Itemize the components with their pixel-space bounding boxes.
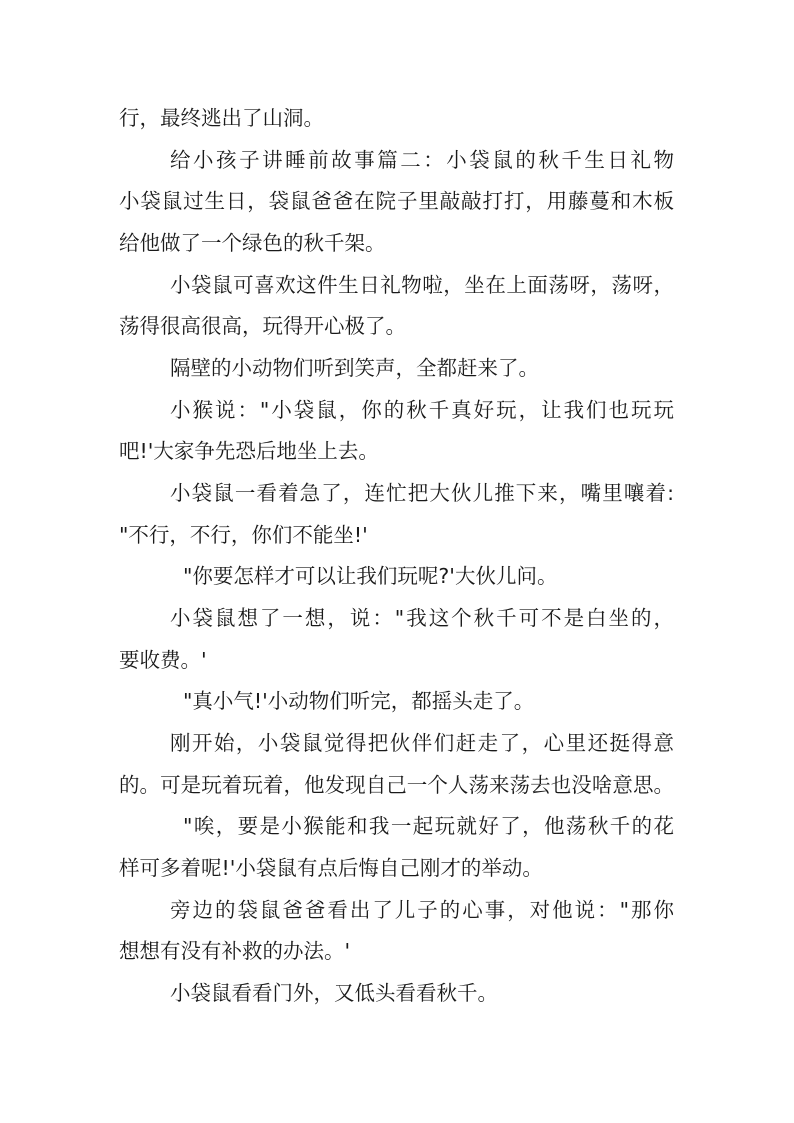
text-line-16: 刚开始，小袋鼠觉得把伙伴们赶走了，心里还挺得意 xyxy=(170,731,674,755)
text-line-15: "真小气!'小动物们听完，都摇头走了。 xyxy=(183,689,535,713)
text-line-10: 小袋鼠一看着急了，连忙把大伙儿推下来，嘴里嚷着: xyxy=(170,481,674,505)
text-line-4: 给他做了一个绿色的秋千架。 xyxy=(119,231,386,255)
text-line-21: 想想有没有补救的办法。' xyxy=(119,939,351,963)
text-line-11: "不行，不行，你们不能坐!' xyxy=(119,523,368,547)
text-line-5: 小袋鼠可喜欢这件生日礼物啦，坐在上面荡呀，荡呀， xyxy=(170,273,674,297)
text-line-1: 行，最终逃出了山洞。 xyxy=(119,106,324,130)
text-line-22: 小袋鼠看看门外，又低头看看秋千。 xyxy=(170,981,498,1005)
text-line-6: 荡得很高很高，玩得开心极了。 xyxy=(119,314,406,338)
story-title: 给小孩子讲睡前故事篇二：小袋鼠的秋千生日礼物 xyxy=(170,148,674,172)
text-line-12: "你要怎样才可以让我们玩呢?'大伙儿问。 xyxy=(183,564,558,588)
text-line-18: "唉，要是小猴能和我一起玩就好了，他荡秋千的花 xyxy=(183,814,674,838)
text-line-20: 旁边的袋鼠爸爸看出了儿子的心事，对他说："那你 xyxy=(170,898,674,922)
text-line-13: 小袋鼠想了一想，说："我这个秋千可不是白坐的， xyxy=(170,606,674,630)
text-line-7: 隔壁的小动物们听到笑声，全都赶来了。 xyxy=(170,356,539,380)
text-line-17: 的。可是玩着玩着，他发现自己一个人荡来荡去也没啥意思。 xyxy=(119,773,674,797)
text-line-14: 要收费。' xyxy=(119,648,207,672)
text-line-8: 小猴说："小袋鼠，你的秋千真好玩，让我们也玩玩 xyxy=(170,398,674,422)
text-line-3: 小袋鼠过生日，袋鼠爸爸在院子里敲敲打打，用藤蔓和木板 xyxy=(119,189,674,213)
text-line-9: 吧!'大家争先恐后地坐上去。 xyxy=(119,439,379,463)
text-line-19: 样可多着呢!'小袋鼠有点后悔自己刚才的举动。 xyxy=(119,856,543,880)
